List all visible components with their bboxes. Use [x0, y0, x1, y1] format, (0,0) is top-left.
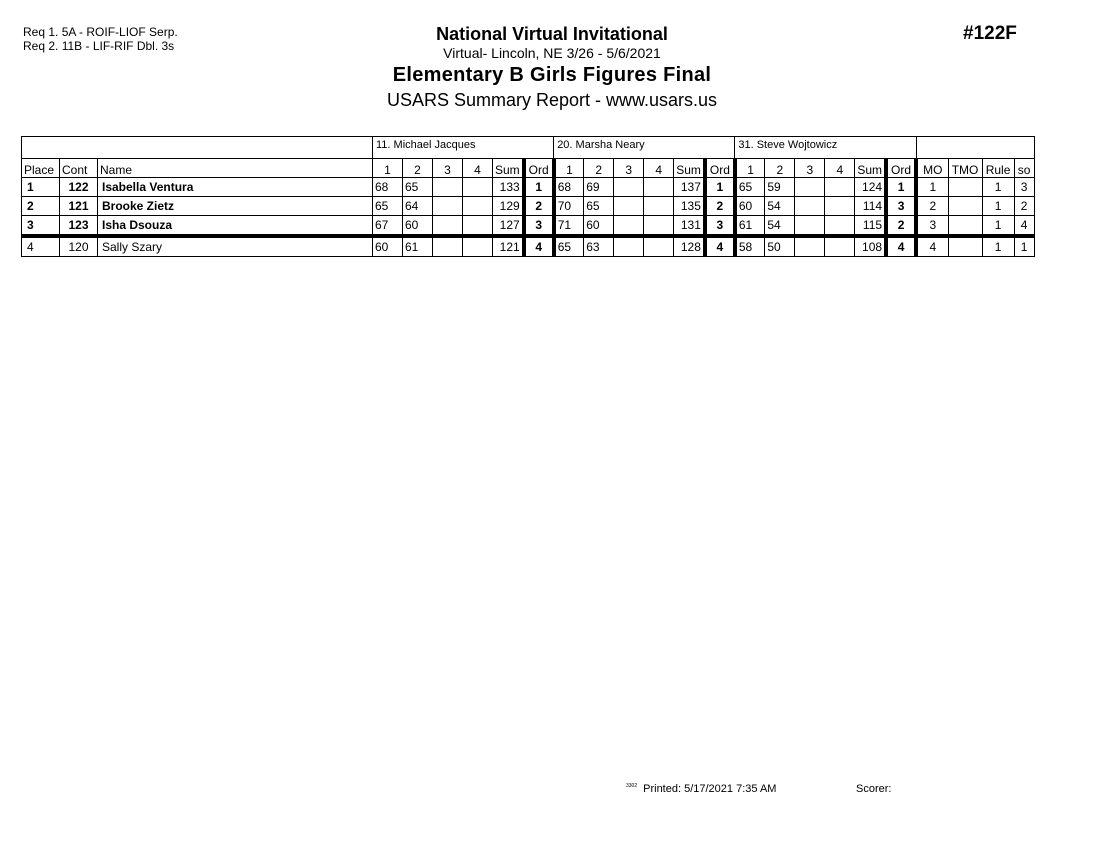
col-name: Name — [98, 159, 373, 178]
judge-3: 31. Steve Wojtowicz — [735, 137, 916, 159]
score: 69 — [584, 178, 614, 197]
so: 2 — [1014, 197, 1034, 216]
mo: 4 — [916, 236, 948, 257]
score — [614, 216, 644, 237]
score — [463, 236, 493, 257]
cont: 120 — [60, 236, 98, 257]
col-j2-ord: Ord — [705, 159, 735, 178]
col-j3-s4: 4 — [825, 159, 855, 178]
col-j3-ord: Ord — [886, 159, 916, 178]
sum: 124 — [855, 178, 886, 197]
col-j1-sum: Sum — [493, 159, 524, 178]
score: 71 — [554, 216, 584, 237]
sum: 114 — [855, 197, 886, 216]
mo: 3 — [916, 216, 948, 237]
tmo — [948, 178, 982, 197]
score: 50 — [765, 236, 795, 257]
score: 60 — [373, 236, 403, 257]
col-cont: Cont — [60, 159, 98, 178]
score: 67 — [373, 216, 403, 237]
ordinal: 2 — [524, 197, 554, 216]
sum: 135 — [674, 197, 705, 216]
so: 1 — [1014, 236, 1034, 257]
rule: 1 — [982, 197, 1014, 216]
score — [433, 216, 463, 237]
col-j1-s3: 3 — [433, 159, 463, 178]
score — [795, 178, 825, 197]
col-j2-s1: 1 — [554, 159, 584, 178]
location-dates: Virtual- Lincoln, NE 3/26 - 5/6/2021 — [443, 45, 661, 61]
report-title: USARS Summary Report - www.usars.us — [386, 90, 718, 110]
score — [644, 178, 674, 197]
tmo — [948, 197, 982, 216]
sum: 129 — [493, 197, 524, 216]
score: 65 — [584, 197, 614, 216]
ordinal: 4 — [886, 236, 916, 257]
score — [433, 197, 463, 216]
ordinal: 3 — [705, 216, 735, 237]
score: 64 — [403, 197, 433, 216]
cont: 123 — [60, 216, 98, 237]
so: 4 — [1014, 216, 1034, 237]
sum: 128 — [674, 236, 705, 257]
col-j3-s2: 2 — [765, 159, 795, 178]
ordinal: 4 — [524, 236, 554, 257]
score — [433, 236, 463, 257]
sum: 131 — [674, 216, 705, 237]
skater-name: Sally Szary — [98, 236, 373, 257]
sum: 108 — [855, 236, 886, 257]
scorer-label: Scorer: — [856, 783, 892, 795]
score — [825, 216, 855, 237]
requirement-1: Req 1. 5A - ROIF-LIOF Serp. — [23, 25, 178, 39]
col-j1-s4: 4 — [463, 159, 493, 178]
tmo — [948, 236, 982, 257]
col-j2-sum: Sum — [674, 159, 705, 178]
rule: 1 — [982, 216, 1014, 237]
score: 70 — [554, 197, 584, 216]
rule: 1 — [982, 178, 1014, 197]
so: 3 — [1014, 178, 1034, 197]
rule: 1 — [982, 236, 1014, 257]
score — [614, 197, 644, 216]
score — [795, 236, 825, 257]
score — [644, 197, 674, 216]
skater-name: Isabella Ventura — [98, 178, 373, 197]
report-code: 3302 — [626, 783, 638, 790]
table-row — [22, 197, 1035, 216]
score — [795, 197, 825, 216]
sum: 137 — [674, 178, 705, 197]
score — [795, 216, 825, 237]
score — [644, 236, 674, 257]
col-so: so — [1014, 159, 1034, 178]
sum: 133 — [493, 178, 524, 197]
col-mo: MO — [916, 159, 948, 178]
score: 60 — [735, 197, 765, 216]
sum: 127 — [493, 216, 524, 237]
requirement-2: Req 2. 11B - LIF-RIF Dbl. 3s — [23, 39, 175, 53]
table-row — [22, 216, 1035, 237]
col-j1-s2: 2 — [403, 159, 433, 178]
ordinal: 1 — [705, 178, 735, 197]
score: 68 — [373, 178, 403, 197]
col-rule: Rule — [982, 159, 1014, 178]
table-row — [22, 236, 1035, 257]
score: 68 — [554, 178, 584, 197]
event-number: #122F — [963, 23, 1017, 44]
col-place: Place — [22, 159, 60, 178]
mo: 1 — [916, 178, 948, 197]
score — [825, 178, 855, 197]
column-header-row — [22, 159, 1035, 178]
score — [644, 216, 674, 237]
skater-name: Isha Dsouza — [98, 216, 373, 237]
score: 58 — [735, 236, 765, 257]
score: 54 — [765, 216, 795, 237]
place: 2 — [22, 197, 60, 216]
requirements — [23, 25, 178, 53]
ordinal: 1 — [886, 178, 916, 197]
col-j2-s3: 3 — [614, 159, 644, 178]
competition-title: National Virtual Invitational — [436, 24, 668, 44]
score — [825, 236, 855, 257]
score: 54 — [765, 197, 795, 216]
score — [614, 236, 644, 257]
tmo — [948, 216, 982, 237]
col-j1-ord: Ord — [524, 159, 554, 178]
score: 60 — [403, 216, 433, 237]
score: 65 — [735, 178, 765, 197]
score: 59 — [765, 178, 795, 197]
score: 63 — [584, 236, 614, 257]
ordinal: 2 — [886, 216, 916, 237]
score — [463, 216, 493, 237]
score: 60 — [584, 216, 614, 237]
printed-info — [626, 783, 776, 795]
results-table — [21, 136, 1035, 257]
col-tmo: TMO — [948, 159, 982, 178]
printed-timestamp: Printed: 5/17/2021 7:35 AM — [643, 783, 777, 795]
score — [433, 178, 463, 197]
score — [463, 197, 493, 216]
ordinal: 3 — [524, 216, 554, 237]
score: 61 — [403, 236, 433, 257]
ordinal: 3 — [886, 197, 916, 216]
sum: 121 — [493, 236, 524, 257]
score: 65 — [403, 178, 433, 197]
skater-name: Brooke Zietz — [98, 197, 373, 216]
cont: 122 — [60, 178, 98, 197]
col-j2-s2: 2 — [584, 159, 614, 178]
score — [825, 197, 855, 216]
cont: 121 — [60, 197, 98, 216]
ordinal: 2 — [705, 197, 735, 216]
judge-2: 20. Marsha Neary — [554, 137, 735, 159]
place: 4 — [22, 236, 60, 257]
place: 1 — [22, 178, 60, 197]
ordinal: 1 — [524, 178, 554, 197]
score: 65 — [554, 236, 584, 257]
place: 3 — [22, 216, 60, 237]
judge-1: 11. Michael Jacques — [373, 137, 554, 159]
score: 65 — [373, 197, 403, 216]
col-j1-s1: 1 — [373, 159, 403, 178]
col-j3-s1: 1 — [735, 159, 765, 178]
sum: 115 — [855, 216, 886, 237]
score: 61 — [735, 216, 765, 237]
col-j3-s3: 3 — [795, 159, 825, 178]
col-j2-s4: 4 — [644, 159, 674, 178]
score — [614, 178, 644, 197]
ordinal: 4 — [705, 236, 735, 257]
score — [463, 178, 493, 197]
table-row — [22, 178, 1035, 197]
mo: 2 — [916, 197, 948, 216]
judge-header-row — [22, 137, 1035, 159]
col-j3-sum: Sum — [855, 159, 886, 178]
event-title: Elementary B Girls Figures Final — [392, 64, 712, 86]
